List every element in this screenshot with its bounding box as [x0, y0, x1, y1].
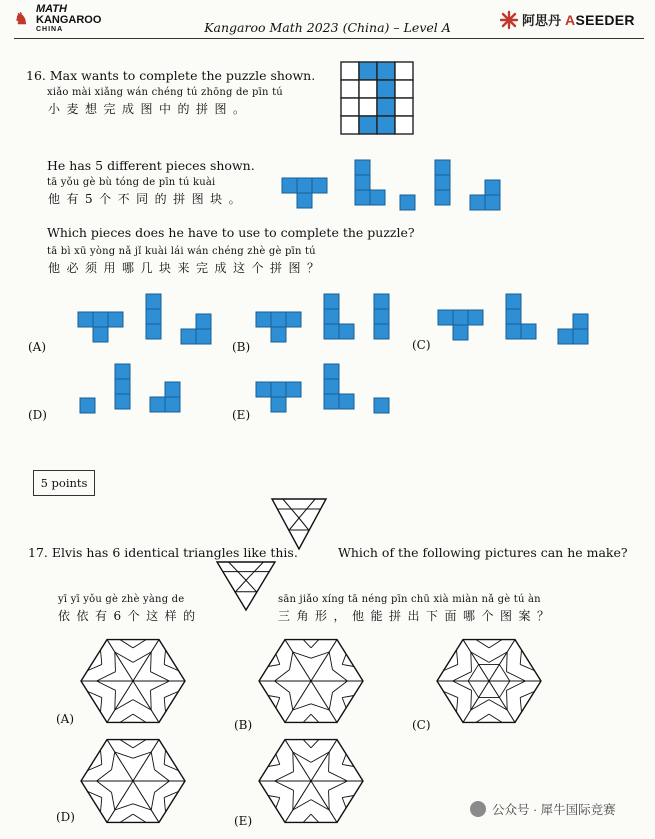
q16-text-3: Which pieces does he have to use to complete the puzzle? — [47, 225, 415, 240]
q16-option-c-label: (C) — [412, 338, 431, 352]
q16-chinese-3: 他必须用哪几块来完成这个拼图？ — [48, 261, 326, 275]
piece-square — [400, 195, 415, 210]
q16-option-b-pieces — [256, 292, 406, 347]
piece-cell — [271, 312, 286, 327]
piece-corner — [150, 382, 180, 412]
piece-square — [374, 398, 389, 413]
q16-option-a-label: (A) — [28, 340, 47, 354]
piece-cell — [271, 327, 286, 342]
q16-option-c-pieces — [438, 292, 598, 347]
q17-text-2: Which of the following pictures can he make? — [338, 545, 628, 560]
piece-cell — [271, 382, 286, 397]
piece-cell — [506, 309, 521, 324]
piece-cell — [438, 310, 453, 325]
q16-pinyin-2: tā yǒu gè bù tóng de pīn tú kuài — [47, 177, 216, 188]
piece-l — [324, 294, 354, 339]
q16-pieces-row — [280, 158, 510, 216]
puzzle-empty-cell — [395, 62, 413, 80]
piece-cell — [115, 394, 130, 409]
q16-option-b-label: (B) — [232, 340, 251, 354]
piece-cell — [115, 379, 130, 394]
puzzle-empty-cell — [395, 98, 413, 116]
piece-cell — [324, 294, 339, 309]
brand-en: ASEEDER — [565, 11, 635, 28]
wechat-icon — [470, 801, 486, 817]
piece-cell — [165, 397, 180, 412]
q17-option-d-label: (D) — [56, 810, 75, 824]
piece-cell — [297, 178, 312, 193]
piece-l — [324, 364, 354, 409]
piece-cell — [374, 294, 389, 309]
puzzle-empty-cell — [395, 116, 413, 134]
puzzle-empty-cell — [359, 80, 377, 98]
piece-cell — [324, 309, 339, 324]
piece-t — [78, 312, 123, 342]
q17-pinyin-2: sān jiǎo xíng tā néng pīn chū xià miàn nǎ gè tú àn — [278, 594, 541, 605]
piece-cell — [435, 190, 450, 205]
q17-option-e-label: (E) — [234, 814, 253, 828]
piece-cell — [324, 364, 339, 379]
puzzle-empty-cell — [341, 80, 359, 98]
kangaroo-logo-icon: ♞ — [14, 11, 29, 28]
piece-cell — [453, 310, 468, 325]
piece-cell — [370, 190, 385, 205]
piece-cell — [297, 193, 312, 208]
q16-pinyin-3: tā bì xū yòng nǎ jǐ kuài lái wán chéng zhè gè pīn tú — [47, 246, 316, 257]
aseeder-brand — [500, 10, 635, 29]
watermark: 公众号 · 犀牛国际竞赛 — [470, 800, 616, 818]
piece-cell — [146, 294, 161, 309]
q17-triangle-piece-2 — [215, 560, 277, 612]
piece-cell — [573, 314, 588, 329]
piece-cell — [256, 312, 271, 327]
piece-cell — [435, 160, 450, 175]
piece-bar — [146, 294, 161, 339]
q17-option-a-label: (A) — [56, 712, 75, 726]
piece-cell — [115, 364, 130, 379]
piece-cell — [282, 178, 297, 193]
piece-cell — [355, 160, 370, 175]
piece-t — [256, 382, 301, 412]
piece-cell — [374, 324, 389, 339]
puzzle-filled-cell — [359, 116, 377, 134]
piece-t — [256, 312, 301, 342]
aseeder-star-icon — [500, 11, 518, 29]
piece-cell — [374, 398, 389, 413]
piece-cell — [506, 294, 521, 309]
puzzle-empty-cell — [341, 98, 359, 116]
piece-corner — [470, 180, 500, 210]
piece-cell — [355, 190, 370, 205]
piece-l — [506, 294, 536, 339]
piece-corner — [558, 314, 588, 344]
q17-pinyin-1: yī yī yǒu gè zhè yàng de — [58, 594, 185, 605]
piece-bar — [435, 160, 450, 205]
puzzle-filled-cell — [359, 62, 377, 80]
piece-cell — [181, 329, 196, 344]
puzzle-empty-cell — [359, 98, 377, 116]
piece-cell — [286, 312, 301, 327]
puzzle-filled-cell — [377, 62, 395, 80]
piece-cell — [506, 324, 521, 339]
piece-cell — [196, 314, 211, 329]
math-kangaroo-logo: ♞ MATH KANGAROO CHINA — [14, 3, 102, 33]
q17-option-b-hexagon — [256, 632, 366, 730]
piece-cell — [196, 329, 211, 344]
q16-puzzle-grid — [341, 62, 413, 134]
piece-cell — [573, 329, 588, 344]
piece-cell — [435, 175, 450, 190]
points-box: 5 points — [33, 470, 95, 496]
q16-option-a-pieces — [78, 292, 228, 347]
piece-cell — [256, 382, 271, 397]
piece-cell — [165, 382, 180, 397]
q16-chinese-2: 他有5个不同的拼图块。 — [48, 192, 248, 206]
piece-cell — [93, 312, 108, 327]
brand-cn: 阿思丹 — [522, 13, 562, 28]
piece-cell — [312, 178, 327, 193]
piece-cell — [485, 195, 500, 210]
page-header-title: Kangaroo Math 2023 (China) – Level A — [204, 20, 451, 35]
piece-t — [282, 178, 327, 208]
piece-cell — [521, 324, 536, 339]
q16-text-1: 16. Max wants to complete the puzzle shown. — [26, 68, 316, 83]
puzzle-filled-cell — [377, 116, 395, 134]
header-divider — [14, 38, 644, 39]
q17-option-a-hexagon — [78, 632, 188, 730]
piece-cell — [271, 397, 286, 412]
q17-option-d-hexagon — [78, 732, 188, 830]
piece-cell — [339, 394, 354, 409]
q17-text-1: 17. Elvis has 6 identical triangles like this. — [28, 545, 298, 560]
piece-bar — [115, 364, 130, 409]
piece-l — [355, 160, 385, 205]
piece-cell — [339, 324, 354, 339]
piece-cell — [80, 398, 95, 413]
piece-cell — [324, 324, 339, 339]
piece-cell — [453, 325, 468, 340]
q17-option-c-hexagon — [434, 632, 544, 730]
piece-bar — [374, 294, 389, 339]
piece-cell — [470, 195, 485, 210]
puzzle-filled-cell — [377, 80, 395, 98]
piece-cell — [146, 309, 161, 324]
piece-t — [438, 310, 483, 340]
piece-corner — [181, 314, 211, 344]
q16-chinese-1: 小麦想完成图中的拼图。 — [48, 102, 252, 116]
piece-cell — [78, 312, 93, 327]
puzzle-filled-cell — [377, 98, 395, 116]
puzzle-empty-cell — [395, 80, 413, 98]
q17-option-c-label: (C) — [412, 718, 431, 732]
piece-cell — [355, 175, 370, 190]
q16-option-e-pieces — [256, 362, 396, 418]
q17-option-b-label: (B) — [234, 718, 253, 732]
piece-cell — [400, 195, 415, 210]
q16-option-d-label: (D) — [28, 408, 47, 422]
piece-cell — [324, 394, 339, 409]
piece-cell — [93, 327, 108, 342]
q17-chinese-1: 依依有6个这样的 — [58, 609, 202, 623]
piece-cell — [468, 310, 483, 325]
piece-cell — [286, 382, 301, 397]
q16-option-e-label: (E) — [232, 408, 251, 422]
q17-chinese-2: 三角形，他能拼出下面哪个图案？ — [278, 609, 556, 623]
q16-option-d-pieces — [80, 362, 190, 418]
piece-cell — [324, 379, 339, 394]
q16-pinyin-1: xiǎo mài xiǎng wán chéng tú zhōng de pīn tú — [47, 87, 283, 98]
piece-cell — [485, 180, 500, 195]
q17-triangle-piece — [270, 497, 328, 551]
triangle-outline — [272, 499, 326, 549]
triangle-outline — [217, 562, 275, 610]
piece-cell — [558, 329, 573, 344]
piece-cell — [150, 397, 165, 412]
puzzle-empty-cell — [341, 62, 359, 80]
q17-option-e-hexagon — [256, 732, 366, 830]
piece-cell — [146, 324, 161, 339]
piece-cell — [108, 312, 123, 327]
piece-cell — [374, 309, 389, 324]
piece-square — [80, 398, 95, 413]
q16-text-2: He has 5 different pieces shown. — [47, 158, 255, 173]
puzzle-empty-cell — [341, 116, 359, 134]
